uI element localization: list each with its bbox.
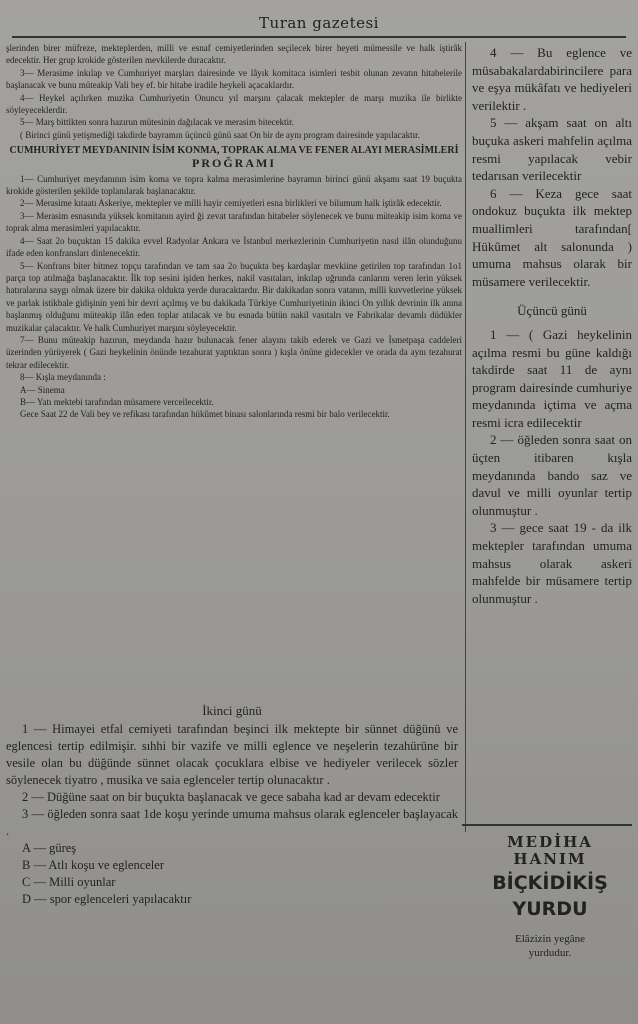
- ad-headline-2: YURDU: [512, 898, 588, 920]
- second-day-subitem: D — spor eglenceleri yapılacaktır: [22, 892, 192, 906]
- third-day-title: Üçüncü günü: [517, 303, 587, 319]
- ad-name-line2: HANIM: [513, 850, 587, 868]
- paragraph: 5— Marş bittikten sonra hazırun mütesinin dağılacak ve merasim bitecektir.: [20, 117, 294, 128]
- program-item: 7— Bunu müteakip hazırun, meydanda hazır bulunacak fener alayını takib ederek ve Gazi ve İsmetpaşa caddeleri üzerinden yürüyerek ( Gazi heykelinin önünde tezahurat yaptıktan sonra ) kışla önüne gidecekler ve orada da aynı tezahurat tekrar edilecektir.: [6, 334, 462, 370]
- third-day-item: 1 — ( Gazi heykelinin açılma resmi bu güne kaldığı takdirde saat 11 de aynı program dairesinde cumhuriye meydanında içtima ve açma resmi icra edilecektir: [472, 326, 632, 430]
- program-item: 4— Saat 2o buçuktan 15 dakika evvel Radyolar Ankara ve İstanbul merkezlerinin Cumhuriyetin nasıl ilân olunduğunu ifade eden konfransları dinlenecektir.: [6, 235, 462, 259]
- ad-divider: [462, 824, 632, 826]
- program-item: A— Sinema: [20, 384, 65, 395]
- program-item: 5— Konfrans biter bitmez topçu tarafından ve tam saa 2o buçukta beş kardaşlar mevkiine getirilen top tarafından 1o1 parça top atılmağa başlanacaktır. İlk top sesini işiden herkes, nakil vasıtaları, inkılap uğrunda canlarını veren lerin yüksek hatıralarına saygı olmak üzere bir dakika oldukta yerde duracaktardır. Bir dakikadan sonra vatanın, milli kuvvetlerine yüksek ve parlak istikbale gidişinin yeni bir devri açılmış ve bu dakikada Türkiye Cumhuriyetinin ikinci On yıllık devrinin ilk anına başlanmış olduğunu müteakip ilân eden toplar atılacak ve bu esnada bütün nakil vasıtalrı ve Fabrikalar devamlı düdükler muzikalar çalacaktır. Ve halk Cumhuriyet marşını söyleyecektir.: [6, 260, 462, 333]
- paragraph: ( Birinci günü yetişmediği takdirde bayramın üçüncü günü saat On bir de aynı program dairesinde yapılacaktır.: [20, 129, 420, 140]
- second-day-item: 3 — öğleden sonra saat 1de koşu yerinde umuma mahsus olarak eglenceler başlayacak .: [6, 807, 458, 838]
- ad-headline: BİÇKİDİKİŞ: [492, 872, 608, 894]
- second-day-subitem: A — güreş: [22, 841, 77, 855]
- left-column: [6, 42, 462, 754]
- second-day-section: [6, 702, 458, 1012]
- second-day-title: İkinci günü: [202, 703, 262, 718]
- right-item: 5 — akşam saat on altı buçuka askeri mahfelin açılma resmi yapılacak vebir tedarısan verilecektir: [472, 115, 632, 184]
- paragraph: 3— Merasime inkılap ve Cumhuriyet marşları dairesinde ve lâyık komitaca isimleri tesbit olunan zevatın hitabelerile başlanacak ve bunu müteakip Vali bey ef. bir hitabe iradile heykeli açacaklardır.: [6, 67, 462, 91]
- third-day-item: 3 — gece saat 19 - da ilk mektepler tarafından umuma mahsus olarak askeri mahfelde bir müsamere tertip olunmuştur .: [472, 520, 632, 606]
- masthead-title: Turan gazetesi: [12, 14, 626, 38]
- section-heading: CUMHURİYET MEYDANININ İSİM KONMA, TOPRAK ALMA VE FENER ALAYI MERASİMLERİ: [9, 145, 459, 157]
- second-day-item: 1 — Himayei etfal cemiyeti tarafından beşinci ilk mektepte bir sünnet düğünü ve eglencesi tertip edilmişir. sıhhi bir vazife ve milli eglence ve neşelerin tezahürüne bir vesile olan bu düğünde sünnet olacak çocuklara elbise ve hediyeler verilecek sözler söylenecek tiyatro , musika ve saia eglenceler tertip olunacaktır .: [6, 722, 458, 787]
- program-item: 2— Merasime kıtaatı Askeriye, mektepler ve milli hayir cemiyetleri esna birlikleri ve bilumum halk iştirâk edecektir.: [20, 198, 442, 209]
- program-item: 8— Kışla meydanında :: [20, 372, 106, 383]
- column-divider: [465, 42, 466, 832]
- second-day-subitem: B — Atlı koşu ve eglenceler: [22, 858, 164, 872]
- ad-tagline-2: yurdudur.: [528, 947, 572, 959]
- paragraph: 4— Heykel açılırken muzika Cumhuriyetin Onuncu yıl marşını çalacak mektepler de marşı muzika ile birlikte söyleyeceklerdir.: [6, 92, 462, 116]
- ad-name-line1: MEDİHA: [507, 833, 593, 851]
- ad-tagline: Elâzizin yegâne: [515, 933, 585, 945]
- program-item: Gece Saat 22 de Vali bey ve refikası tarafından hükûmet binası salonlarında resmi bir balo verilecektir.: [20, 409, 390, 420]
- program-title: PROĞRAMI: [192, 156, 276, 171]
- second-day-subitem: C — Milli oyunlar: [22, 875, 116, 889]
- paragraph: şlerinden birer müfreze, mekteplerden, milli ve esnaf cemiyetlerinden seçilecek birer heyeti mümessile ve halk iştirâk edecektir. Her grup krokide gösterilen mevkilerde duracaktır.: [6, 43, 462, 66]
- second-day-item: 2 — Düğüne saat on bir buçukta başlanacak ve gece sabaha kad ar devam edecektir: [22, 790, 440, 804]
- right-item: 4 — Bu eglence ve müsabakalardabirincilere para ve eşya mükâfatı ve hediyeleri verilektir .: [472, 45, 632, 113]
- third-day-item: 2 — öğleden sonra saat on üçten itibaren kışla meydanında bando saz ve davul ve milli oyunlar tertip olunmuştur .: [472, 432, 632, 518]
- program-item: 3— Merasim esnasında yüksek komitanın ayird ği zevat tarafından hitabeler söylenecek ve bunu müteakip isim koma ve toprak alma merasimleri yapılacaktır.: [6, 210, 462, 234]
- program-item: B— Yatı mektebi tarafından müsamere verceilecektir.: [20, 396, 214, 407]
- advertisement: [470, 834, 630, 984]
- program-item: 1— Cumhuriyet meydanının isim koma ve topra kalma merasimlerine bayramın birinci günü akşamı saat 19 buçukta krokide gösterilen şekilde toplanılarak başlanacaktır.: [6, 173, 462, 197]
- right-item: 6 — Keza gece saat ondokuz buçukta ilk mektep muallimleri tarafından[ Hükûmet alt salonunda ) umuma mahsus olarak bir müsamere verilecektir.: [472, 185, 632, 289]
- right-column: [472, 44, 632, 824]
